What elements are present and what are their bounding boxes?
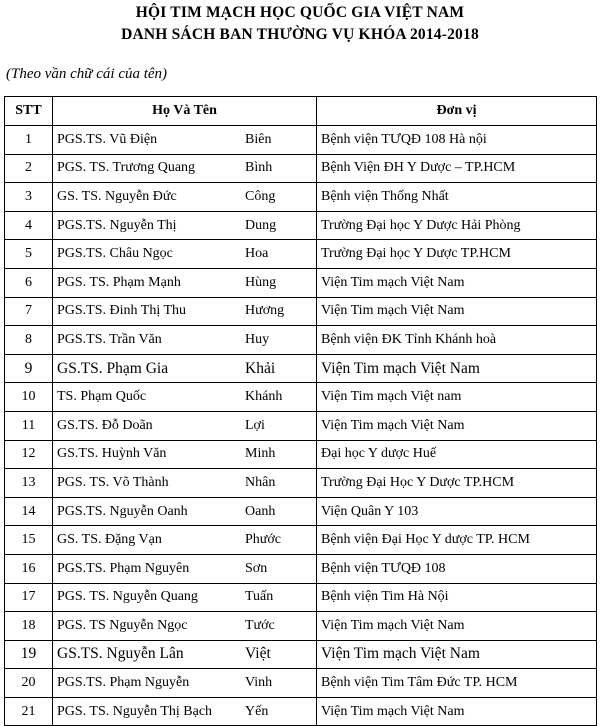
table-row xyxy=(5,326,597,355)
member-unit: Viện Tim mạch Việt nam xyxy=(317,383,597,412)
member-family-name: GS.TS. Huỳnh Văn xyxy=(57,446,167,462)
member-unit: Bệnh viện TƯQĐ 108 xyxy=(317,554,597,583)
member-name xyxy=(53,240,317,269)
member-family-name: GS.TS. Đỗ Doãn xyxy=(57,417,153,433)
member-name xyxy=(53,554,317,583)
member-given-name: Biên xyxy=(245,131,272,147)
member-unit: Đại học Y dược Huế xyxy=(317,440,597,469)
member-given-name: Sơn xyxy=(245,560,268,576)
row-stt: 14 xyxy=(5,497,53,526)
member-given-name: Nhân xyxy=(245,474,276,490)
column-header-unit: Đơn vị xyxy=(317,97,597,126)
row-stt: 12 xyxy=(5,440,53,469)
member-family-name: PGS. TS. Võ Thành xyxy=(57,474,169,490)
member-unit: Bệnh viện Tim Tâm Đức TP. HCM xyxy=(317,669,597,698)
member-unit: Viện Tim mạch Việt Nam xyxy=(317,411,597,440)
member-given-name: Hùng xyxy=(245,274,277,290)
table-row xyxy=(5,640,597,669)
row-stt: 4 xyxy=(5,211,53,240)
row-stt: 16 xyxy=(5,554,53,583)
member-family-name: PGS.TS. Phạm Nguyên xyxy=(57,560,190,576)
table-row xyxy=(5,583,597,612)
member-given-name: Tước xyxy=(245,617,275,633)
table-row xyxy=(5,240,597,269)
member-unit: Viện Tim mạch Việt Nam xyxy=(317,697,597,726)
member-family-name: GS.TS. Phạm Gia xyxy=(57,359,169,377)
table-row xyxy=(5,469,597,498)
member-given-name: Dung xyxy=(245,217,277,233)
table-row xyxy=(5,440,597,469)
member-name xyxy=(53,697,317,726)
table-row xyxy=(5,612,597,641)
row-stt: 8 xyxy=(5,326,53,355)
sort-note: (Theo vần chữ cái của tên) xyxy=(6,66,168,82)
member-unit: Bệnh Viện ĐH Y Dược – TP.HCM xyxy=(317,154,597,183)
member-name xyxy=(53,640,317,669)
row-stt: 6 xyxy=(5,268,53,297)
member-unit: Viện Tim mạch Việt Nam xyxy=(317,268,597,297)
member-family-name: GS. TS. Nguyễn Đức xyxy=(57,188,177,204)
member-unit: Viện Tim mạch Việt Nam xyxy=(317,297,597,326)
table-row xyxy=(5,126,597,155)
member-unit: Trường Đại học Y Dược TP.HCM xyxy=(317,240,597,269)
row-stt: 1 xyxy=(5,126,53,155)
member-unit: Bệnh viện ĐK Tỉnh Khánh hoà xyxy=(317,326,597,355)
table-row xyxy=(5,211,597,240)
row-stt: 17 xyxy=(5,583,53,612)
member-name xyxy=(53,126,317,155)
member-unit: Viện Quân Y 103 xyxy=(317,497,597,526)
member-given-name: Hương xyxy=(245,303,285,319)
member-family-name: GS.TS. Nguyễn Lân xyxy=(57,645,184,663)
member-unit: Trường Đại Học Y Dược TP.HCM xyxy=(317,469,597,498)
table-row xyxy=(5,297,597,326)
member-given-name: Khánh xyxy=(245,389,283,405)
table-header-row xyxy=(5,97,597,126)
table-row xyxy=(5,411,597,440)
document-title: HỘI TIM MẠCH HỌC QUỐC GIA VIỆT NAM xyxy=(135,4,465,21)
row-stt: 15 xyxy=(5,526,53,555)
member-unit: Bệnh viện Đại Học Y dược TP. HCM xyxy=(317,526,597,555)
member-name xyxy=(53,326,317,355)
table-row xyxy=(5,354,597,383)
member-unit: Bệnh viện Tim Hà Nội xyxy=(317,583,597,612)
table-row xyxy=(5,554,597,583)
row-stt: 2 xyxy=(5,154,53,183)
member-family-name: PGS. TS. Phạm Mạnh xyxy=(57,274,181,290)
table-row xyxy=(5,497,597,526)
column-header-name: Họ Và Tên xyxy=(53,97,317,126)
member-family-name: PGS.TS. Phạm Nguyễn xyxy=(57,675,190,691)
table-row xyxy=(5,697,597,726)
member-given-name: Oanh xyxy=(245,503,276,519)
table-row xyxy=(5,383,597,412)
row-stt: 21 xyxy=(5,697,53,726)
committee-table xyxy=(4,96,597,726)
row-stt: 5 xyxy=(5,240,53,269)
member-given-name: Minh xyxy=(245,446,276,462)
member-name xyxy=(53,354,317,383)
member-unit: Viện Tim mạch Việt Nam xyxy=(317,354,597,383)
member-given-name: Hoa xyxy=(245,246,269,262)
member-name xyxy=(53,440,317,469)
member-family-name: PGS.TS. Trần Văn xyxy=(57,331,162,347)
member-family-name: PGS. TS. Nguyễn Thị Bạch xyxy=(57,703,213,719)
member-family-name: PGS.TS. Đinh Thị Thu xyxy=(57,303,187,319)
row-stt: 11 xyxy=(5,411,53,440)
table-row xyxy=(5,183,597,212)
member-name xyxy=(53,268,317,297)
member-name xyxy=(53,211,317,240)
row-stt: 7 xyxy=(5,297,53,326)
row-stt: 13 xyxy=(5,469,53,498)
member-family-name: PGS. TS. Nguyễn Quang xyxy=(57,589,198,605)
member-name xyxy=(53,469,317,498)
row-stt: 19 xyxy=(5,640,53,669)
member-given-name: Phước xyxy=(245,532,281,548)
table-row xyxy=(5,669,597,698)
member-unit: Trường Đại học Y Dược Hải Phòng xyxy=(317,211,597,240)
member-family-name: TS. Phạm Quốc xyxy=(57,389,147,405)
member-name xyxy=(53,183,317,212)
member-given-name: Khải xyxy=(245,359,276,377)
member-family-name: PGS. TS Nguyễn Ngọc xyxy=(57,617,188,633)
row-stt: 10 xyxy=(5,383,53,412)
member-unit: Bệnh viện TƯQĐ 108 Hà nội xyxy=(317,126,597,155)
document-subtitle: DANH SÁCH BAN THƯỜNG VỤ KHÓA 2014-2018 xyxy=(121,26,479,43)
row-stt: 18 xyxy=(5,612,53,641)
member-name xyxy=(53,669,317,698)
member-given-name: Yến xyxy=(245,703,269,719)
member-name xyxy=(53,383,317,412)
member-given-name: Công xyxy=(245,188,276,204)
member-given-name: Bình xyxy=(245,160,273,176)
member-name xyxy=(53,411,317,440)
member-name xyxy=(53,526,317,555)
column-header-stt: STT xyxy=(5,97,53,126)
table-row xyxy=(5,154,597,183)
member-unit: Viện Tim mạch Việt Nam xyxy=(317,640,597,669)
member-family-name: PGS.TS. Vũ Điện xyxy=(57,131,158,147)
member-family-name: PGS.TS. Nguyễn Oanh xyxy=(57,503,188,519)
member-given-name: Lợi xyxy=(245,417,265,433)
member-family-name: PGS. TS. Trương Quang xyxy=(57,160,196,176)
row-stt: 9 xyxy=(5,354,53,383)
table-row xyxy=(5,268,597,297)
member-name xyxy=(53,583,317,612)
member-family-name: GS. TS. Đặng Vạn xyxy=(57,532,162,548)
member-given-name: Tuấn xyxy=(245,589,274,605)
member-given-name: Vinh xyxy=(245,675,273,691)
member-name xyxy=(53,612,317,641)
row-stt: 3 xyxy=(5,183,53,212)
row-stt: 20 xyxy=(5,669,53,698)
member-given-name: Huy xyxy=(245,331,270,347)
member-name xyxy=(53,497,317,526)
member-family-name: PGS.TS. Châu Ngọc xyxy=(57,246,173,262)
member-unit: Bệnh viện Thống Nhất xyxy=(317,183,597,212)
member-name xyxy=(53,154,317,183)
member-unit: Viện Tim mạch Việt Nam xyxy=(317,612,597,641)
member-name xyxy=(53,297,317,326)
member-family-name: PGS.TS. Nguyễn Thị xyxy=(57,217,177,233)
table-row xyxy=(5,526,597,555)
member-given-name: Việt xyxy=(245,645,271,663)
